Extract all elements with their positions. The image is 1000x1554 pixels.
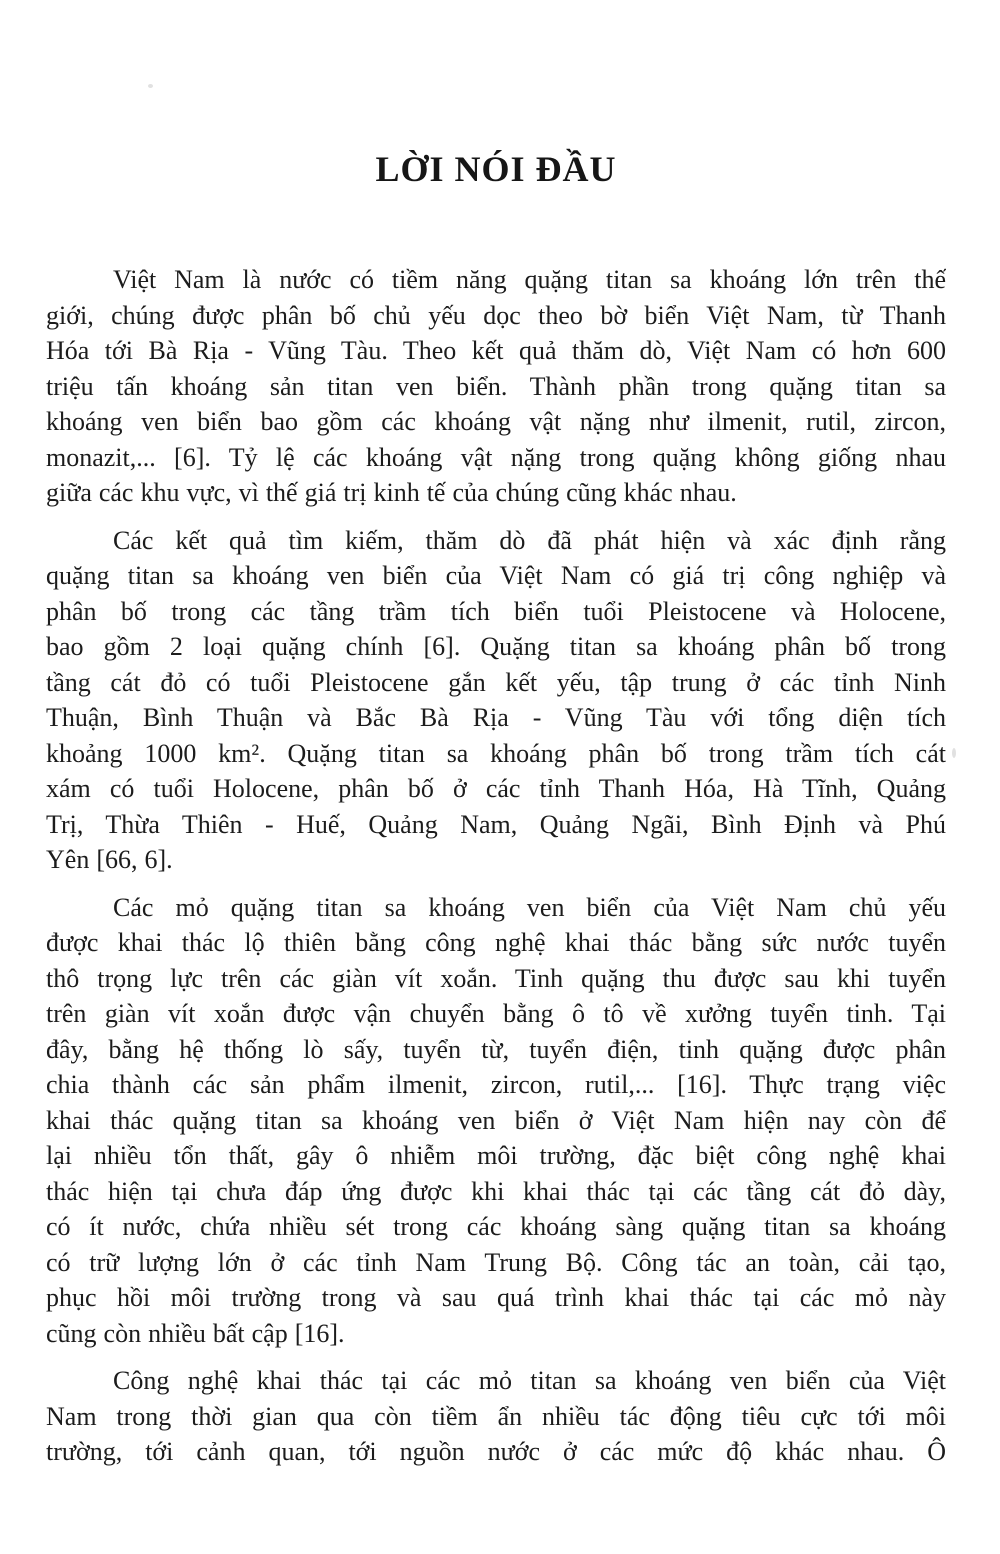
text-line: được khai thác lộ thiên bằng công nghệ khai thác bằng sức nước tuyển bbox=[46, 928, 946, 957]
text-line: đây, bằng hệ thống lò sấy, tuyển từ, tuyển điện, tinh quặng được phân bbox=[46, 1034, 946, 1064]
text-line: phục hồi môi trường trong và sau quá trình khai thác tại các mỏ này bbox=[46, 1283, 946, 1312]
text-line: giữa các khu vực, vì thế giá trị kinh tế của chúng cũng khác nhau. bbox=[46, 478, 737, 507]
text-line: Trị, Thừa Thiên - Huế, Quảng Nam, Quảng Ngãi, Bình Định và Phú bbox=[46, 809, 946, 839]
text-line: monazit,... [6]. Tỷ lệ các khoáng vật nặng trong quặng không giống nhau bbox=[46, 442, 946, 472]
text-line: giới, chúng được phân bố chủ yếu dọc theo bờ biển Việt Nam, từ Thanh bbox=[46, 300, 946, 330]
text-line: bao gồm 2 loại quặng chính [6]. Quặng titan sa khoáng phân bố trong bbox=[46, 632, 946, 661]
document-body bbox=[46, 262, 946, 1470]
text-line: chia thành các sản phẩm ilmenit, zircon, rutil,... [16]. Thực trạng việc bbox=[46, 1070, 946, 1099]
scan-speck bbox=[148, 84, 153, 88]
text-line: Yên [66, 6]. bbox=[46, 845, 173, 874]
text-line: Việt Nam là nước có tiềm năng quặng titan sa khoáng lớn trên thế bbox=[113, 265, 946, 294]
text-line: Công nghệ khai thác tại các mỏ titan sa khoáng ven biển của Việt bbox=[113, 1366, 946, 1395]
scan-speck bbox=[952, 748, 956, 758]
text-line: có trữ lượng lớn ở các tỉnh Nam Trung Bộ. Công tác an toàn, cải tạo, bbox=[46, 1247, 946, 1277]
text-line: khoảng 1000 km². Quặng titan sa khoáng phân bố trong trầm tích cát bbox=[46, 738, 946, 768]
text-line: khoáng ven biển bao gồm các khoáng vật nặng như ilmenit, rutil, zircon, bbox=[46, 407, 946, 436]
text-line: Nam trong thời gian qua còn tiềm ẩn nhiều tác động tiêu cực tới môi bbox=[46, 1401, 946, 1431]
paragraph bbox=[46, 890, 946, 1352]
text-line: lại nhiều tổn thất, gây ô nhiễm môi trường, đặc biệt công nghệ khai bbox=[46, 1141, 946, 1170]
paragraph bbox=[46, 1363, 946, 1470]
text-line: khai thác quặng titan sa khoáng ven biển ở Việt Nam hiện nay còn để bbox=[46, 1105, 946, 1135]
text-line: thác hiện tại chưa đáp ứng được khi khai thác tại các tầng cát đỏ dày, bbox=[46, 1176, 946, 1206]
text-line: quặng titan sa khoáng ven biển của Việt Nam có giá trị công nghiệp và bbox=[46, 561, 946, 590]
text-line: Hóa tới Bà Rịa - Vũng Tàu. Theo kết quả thăm dò, Việt Nam có hơn 600 bbox=[46, 336, 946, 365]
text-line: xám có tuổi Holocene, phân bố ở các tỉnh Thanh Hóa, Hà Tĩnh, Quảng bbox=[46, 774, 946, 803]
text-line: phân bố trong các tầng trầm tích biển tuổi Pleistocene và Holocene, bbox=[46, 596, 946, 626]
text-line: Các mỏ quặng titan sa khoáng ven biển của Việt Nam chủ yếu bbox=[113, 892, 946, 922]
text-line: trường, tới cảnh quan, tới nguồn nước ở các mức độ khác nhau. Ô bbox=[46, 1437, 946, 1466]
paragraph bbox=[46, 262, 946, 511]
text-line: cũng còn nhiều bất cập [16]. bbox=[46, 1318, 345, 1348]
text-line: có ít nước, chứa nhiều sét trong các khoáng sàng quặng titan sa khoáng bbox=[46, 1212, 946, 1241]
text-line: Các kết quả tìm kiếm, thăm dò đã phát hiện và xác định rằng bbox=[113, 525, 946, 555]
text-line: tầng cát đỏ có tuổi Pleistocene gắn kết yếu, tập trung ở các tỉnh Ninh bbox=[46, 667, 946, 697]
text-line: thô trọng lực trên các giàn vít xoắn. Tinh quặng thu được sau khi tuyển bbox=[46, 963, 946, 993]
paragraph bbox=[46, 523, 946, 878]
page-title: LỜI NÓI ĐẦU bbox=[375, 149, 617, 189]
text-line: Thuận, Bình Thuận và Bắc Bà Rịa - Vũng Tàu với tổng diện tích bbox=[46, 703, 946, 732]
text-line: trên giàn vít xoắn được vận chuyển bằng ô tô về xưởng tuyển tinh. Tại bbox=[46, 999, 946, 1028]
text-line: triệu tấn khoáng sản titan ven biển. Thành phần trong quặng titan sa bbox=[46, 371, 946, 401]
